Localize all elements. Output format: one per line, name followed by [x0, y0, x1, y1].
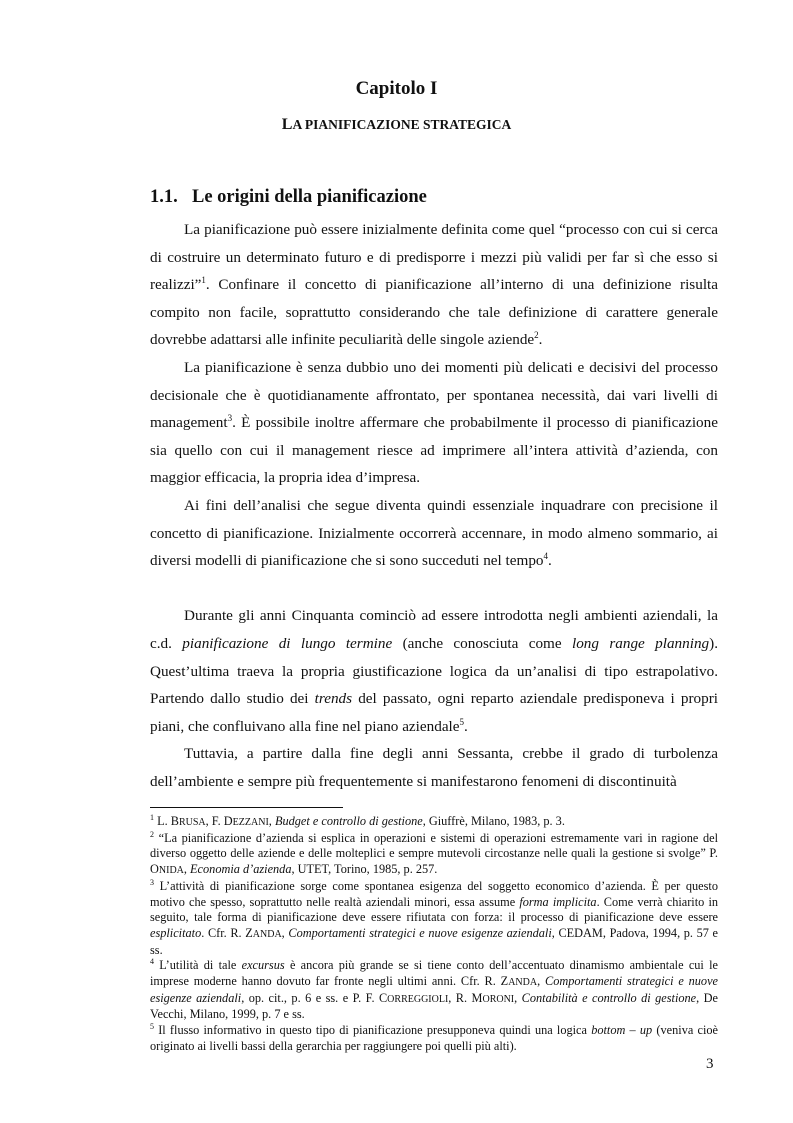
text-run: , [268, 814, 275, 828]
text-run: L’utilità di tale [154, 958, 242, 973]
italic-term: esplicitato [150, 925, 202, 940]
italic-term: excursus [241, 958, 285, 973]
text-run: (anche conosciuta come [392, 634, 572, 652]
italic-term: trends [314, 690, 353, 708]
small-caps: ORONI [482, 993, 515, 1005]
footnote-ref-5: 5 [459, 716, 465, 727]
italic-title: Economia d’azienda [190, 862, 292, 877]
text-run: , [183, 862, 191, 877]
small-caps: ANDA [252, 928, 282, 940]
footnotes [150, 814, 718, 1055]
text-run: La pianificazione è senza dubbio uno dei momenti più delicati e decisivi del processo decisionale che è quotidianamente affrontato, per spontanea necessità, dai vari livelli di management [150, 358, 718, 432]
text-run: del passato, ogni reparto aziendale predisponeva i propri piani, che confluivano alla fine nel piano aziendale [150, 690, 718, 735]
footnote-2 [150, 831, 718, 879]
text-run: , [537, 974, 545, 989]
footnote-ref-3: 3 [227, 413, 233, 424]
text-run: L. B [154, 814, 179, 828]
text-run: , CEDAM, Padova, 1994, p. 57 e ss. [150, 925, 719, 957]
text-run: . Come verrà chiarito in seguito, tale forma di pianificazione deve essere rifiutata con forza: il processo di pianificazione deve essere [150, 894, 719, 925]
footnote-mark: 2 [150, 829, 154, 839]
footnote-ref-1: 1 [201, 275, 206, 286]
small-caps: RUSA [178, 817, 206, 828]
text-run: Durante gli anni Cinquanta cominciò ad essere introdotta negli ambienti aziendali, la c.d. [150, 607, 718, 652]
text-run: La pianificazione può essere inizialmente definita come quel “processo con cui si cerca di costruire un determinato futuro e di predisporre i mezzi più validi per far sì che esso si realizzi” [150, 221, 718, 294]
page-number: 3 [706, 1056, 714, 1072]
text-run: , De Vecchi, Milano, 1999, p. 7 e ss. [150, 990, 718, 1022]
text-run: “La pianificazione d’azienda si esplica in operazioni e sistemi di operazioni estremamente vari in ragione del diverso oggetto delle aziende e delle molteplici e sempre mutevoli circostanze nelle quali la gestione si svolge” P. O [150, 830, 718, 877]
footnote-4 [150, 958, 718, 1023]
text-run: ). Quest’ultima traeva la propria giustificazione logica da un’analisi di tipo estrapolativo. Partendo dallo studio dei [150, 634, 718, 708]
chapter-title: Capitolo I [355, 78, 438, 99]
text-run: , F. D [205, 814, 233, 828]
italic-title: Budget e controllo di gestione [274, 814, 423, 828]
footnote-1 [150, 814, 718, 831]
footnote-5 [150, 1023, 718, 1054]
footnote-mark: 1 [150, 812, 154, 822]
italic-title: Contabilità e controllo di gestione [521, 990, 697, 1005]
chapter-subtitle [0, 116, 793, 134]
section-number: 1.1. [150, 187, 178, 207]
footnote-separator [150, 807, 343, 808]
text-run: Il flusso informativo in questo tipo di pianificazione presupponeva quindi una logica [154, 1023, 592, 1038]
footnote-mark: 5 [150, 1022, 154, 1032]
small-caps: EZZANI [232, 817, 269, 828]
text-run: L’attività di pianificazione sorge come spontanea esigenza del soggetto economico d’azienda. È per questo motivo che spesso, soprattutto nelle realtà aziendali minori, essa assume [150, 878, 718, 909]
section-heading [150, 187, 427, 208]
italic-term: pianificazione di lungo termine [182, 634, 393, 652]
footnote-mark: 4 [150, 957, 154, 967]
paragraph-2 [150, 354, 718, 492]
text-run: . [464, 717, 468, 735]
text-run: , Giuffrè, Milano, 1983, p. 3. [422, 814, 565, 828]
footnote-ref-2: 2 [534, 330, 539, 341]
text-run: Tuttavia, a partire dalla fine degli anni Sessanta, crebbe il grado di turbolenza dell’ambiente e sempre più frequentemente si manifestarono fenomeni di discontinuità [150, 745, 718, 790]
small-caps: ANDA [508, 977, 538, 989]
text-run: . Confinare il concetto di pianificazione all’interno di una definizione risulta compito non facile, soprattutto considerando che tale definizione di carattere generale dovrebbe adattarsi alle infinite peculiarità delle singole aziende [150, 276, 718, 349]
small-caps: ORREGGIOLI [387, 993, 449, 1005]
text-run: (veniva cioè originato ai livelli bassi della gerarchia per raggiungere poi quelli più alti). [150, 1023, 718, 1053]
text-run: . [548, 552, 552, 570]
text-run: Ai fini dell’analisi che segue diventa quindi essenziale inquadrare con precisione il concetto di pianificazione. Inizialmente occorrerà accennare, in modo almeno sommario, ai diversi modelli di pianificazione che si sono succeduti nel tempo [150, 496, 718, 570]
text-run: è ancora più grande se si tiene conto dell’accentuato dinamismo ambientale cui le imprese moderne hanno dovuto far fronte negli ultimi anni. Cfr. R. Z [150, 958, 718, 989]
text-run: , op. cit., p. 6 e ss. e P. F. C [241, 990, 388, 1005]
body-text [150, 216, 718, 795]
italic-title: Comportamenti strategici e nuove esigenze aziendali [150, 974, 718, 1005]
text-run: . È possibile inoltre affermare che probabilmente il processo di pianificazione sia quello con cui il management riesce ad imprimere all’intera attività d’azienda, con maggior efficacia, la propria idea d’impresa. [150, 414, 718, 487]
text-run: . Cfr. R. Z [201, 925, 253, 940]
italic-term: forma implicita [519, 894, 597, 909]
italic-term: bottom – up [591, 1023, 653, 1038]
footnote-3 [150, 879, 718, 959]
text-run: , [514, 990, 522, 1005]
footnote-mark: 3 [150, 877, 154, 887]
italic-term: long range planning [571, 634, 710, 652]
italic-title: Comportamenti strategici e nuove esigenze aziendali [288, 925, 552, 940]
paragraph-4 [150, 602, 718, 740]
text-run: . [538, 331, 543, 349]
text-run: , UTET, Torino, 1985, p. 257. [291, 862, 438, 877]
paragraph-5 [150, 740, 718, 795]
text-run: , R. M [448, 990, 483, 1005]
paragraph-3 [150, 492, 718, 575]
paragraph-1 [150, 216, 718, 354]
text-run: , [281, 925, 289, 940]
chapter-subtitle-initial: L [281, 116, 293, 133]
section-title: Le origini della pianificazione [192, 187, 427, 207]
small-caps: NIDA [158, 865, 184, 877]
chapter-subtitle-rest: A PIANIFICAZIONE STRATEGICA [292, 117, 512, 132]
footnote-ref-4: 4 [543, 551, 549, 562]
